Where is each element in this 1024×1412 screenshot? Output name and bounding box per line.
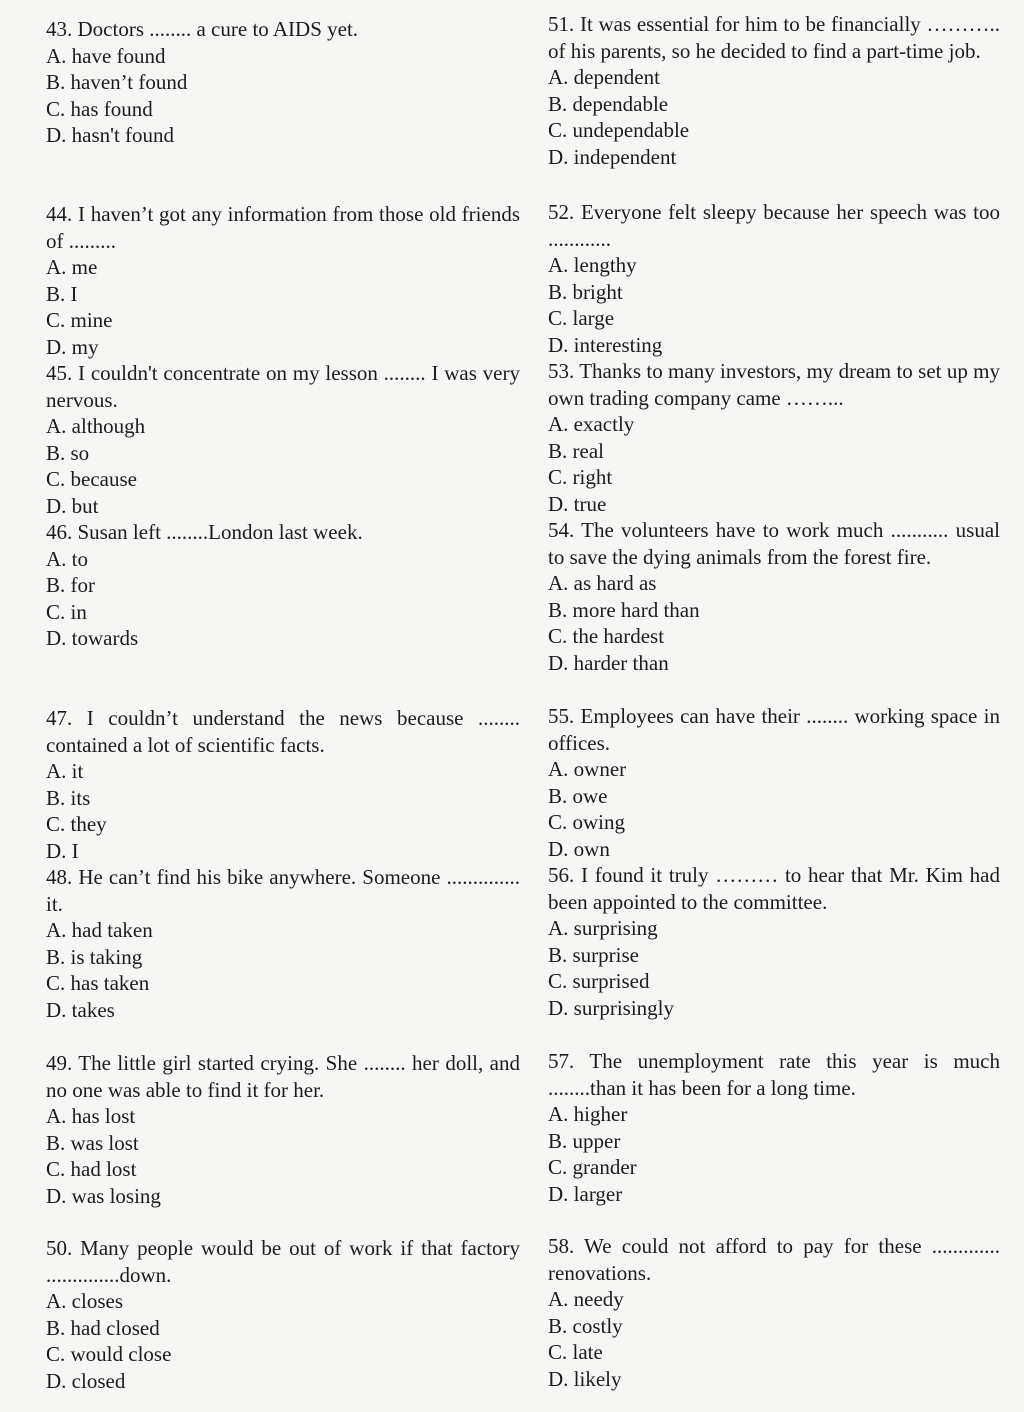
option-d: D. true: [548, 491, 607, 516]
answer-options: [548, 252, 1000, 358]
option-c: C. undependable: [548, 118, 690, 142]
option-a: A. closes: [46, 1289, 123, 1313]
answer-options: [46, 43, 520, 149]
option-b: B. dependable: [548, 91, 669, 116]
option-c: C. had lost: [46, 1157, 137, 1181]
option-c: C. has found: [46, 96, 153, 121]
option-c: C. right: [548, 465, 613, 489]
option-c: C. in: [46, 599, 87, 624]
question-54: [548, 517, 1000, 676]
option-c: C. because: [46, 467, 137, 491]
question-56: [548, 862, 1000, 1021]
question-stem: 51. It was essential for him to be financially ……….. of his parents, so he decided to find a part-time job.: [548, 12, 1000, 63]
question-43: [46, 16, 520, 149]
option-a: A. owner: [548, 757, 627, 781]
option-d: D. harder than: [548, 650, 669, 675]
question-45: [46, 360, 520, 519]
option-d: D. own: [548, 836, 610, 861]
option-c: C. surprised: [548, 969, 650, 993]
question-stem: 58. We could not afford to pay for these ............. renovations.: [548, 1234, 1000, 1285]
option-b: B. for: [46, 573, 95, 597]
option-d: D. larger: [548, 1181, 623, 1206]
answer-options: [548, 1101, 1000, 1207]
question-stem: 48. He can’t find his bike anywhere. Someone .............. it.: [46, 865, 520, 916]
option-b: B. real: [548, 438, 604, 463]
question-57: [548, 1048, 1000, 1207]
question-stem: 43. Doctors ........ a cure to AIDS yet.: [46, 17, 359, 41]
question-stem: 47. I couldn’t understand the news because ........ contained a lot of scientific facts.: [46, 706, 520, 757]
question-46: [46, 519, 520, 652]
option-d: D. interesting: [548, 332, 663, 357]
option-d: D. likely: [548, 1366, 622, 1391]
question-53: [548, 358, 1000, 517]
option-b: B. haven’t found: [46, 70, 188, 94]
option-b: B. surprise: [548, 942, 639, 967]
answer-options: [46, 413, 520, 519]
option-b: B. I: [46, 281, 78, 306]
option-b: B. had closed: [46, 1315, 160, 1340]
answer-options: [46, 546, 520, 652]
option-b: B. was lost: [46, 1130, 139, 1155]
answer-options: [46, 1103, 520, 1209]
question-stem: 56. I found it truly ……… to hear that Mr. Kim had been appointed to the committee.: [548, 863, 1000, 914]
option-d: D. takes: [46, 997, 115, 1022]
option-a: A. it: [46, 759, 84, 783]
question-stem: 53. Thanks to many investors, my dream to set up my own trading company came ……...: [548, 359, 1000, 410]
option-a: A. although: [46, 414, 146, 438]
option-d: D. towards: [46, 626, 139, 650]
option-d: D. but: [46, 493, 99, 518]
answer-options: [548, 411, 1000, 517]
option-d: D. I: [46, 838, 79, 863]
question-58: [548, 1233, 1000, 1392]
answer-options: [548, 570, 1000, 676]
question-52: [548, 199, 1000, 358]
answer-options: [548, 915, 1000, 1021]
question-stem: 54. The volunteers have to work much ........... usual to save the dying animals from the forest fire.: [548, 518, 1000, 569]
option-d: D. my: [46, 334, 99, 359]
option-b: B. costly: [548, 1313, 623, 1338]
option-a: A. as hard as: [548, 571, 657, 595]
option-b: B. its: [46, 785, 91, 810]
answer-options: [46, 917, 520, 1023]
question-stem: 50. Many people would be out of work if that factory ..............down.: [46, 1236, 520, 1287]
option-a: A. needy: [548, 1287, 624, 1311]
option-b: B. owe: [548, 783, 608, 808]
option-a: A. have found: [46, 43, 166, 68]
answer-options: [46, 1288, 520, 1394]
question-stem: 49. The little girl started crying. She ........ her doll, and no one was able to find it for her.: [46, 1051, 520, 1102]
option-d: D. independent: [548, 144, 677, 169]
option-b: B. bright: [548, 279, 623, 304]
question-49: [46, 1050, 520, 1209]
option-d: D. was losing: [46, 1183, 161, 1208]
option-a: A. to: [46, 546, 88, 571]
option-c: C. they: [46, 812, 107, 836]
option-c: C. would close: [46, 1342, 172, 1366]
option-c: C. mine: [46, 308, 113, 332]
question-47: [46, 705, 520, 864]
option-c: C. large: [548, 306, 615, 330]
option-a: A. exactly: [548, 412, 635, 436]
option-b: B. is taking: [46, 944, 143, 969]
option-c: C. the hardest: [548, 624, 665, 648]
question-51: [548, 11, 1000, 170]
option-c: C. has taken: [46, 971, 150, 995]
option-a: A. me: [46, 255, 98, 279]
option-d: D. surprisingly: [548, 995, 674, 1020]
option-a: A. dependent: [548, 65, 660, 89]
question-stem: 45. I couldn't concentrate on my lesson ........ I was very nervous.: [46, 361, 520, 412]
question-48: [46, 864, 520, 1023]
question-55: [548, 703, 1000, 862]
option-d: D. hasn't found: [46, 123, 175, 147]
question-stem: 44. I haven’t got any information from those old friends of .........: [46, 202, 520, 253]
answer-options: [46, 758, 520, 864]
question-stem: 52. Everyone felt sleepy because her speech was too ............: [548, 200, 1000, 251]
question-44: [46, 201, 520, 360]
answer-options: [548, 756, 1000, 862]
option-c: C. late: [548, 1340, 603, 1364]
option-b: B. more hard than: [548, 597, 700, 622]
option-a: A. lengthy: [548, 253, 637, 277]
answer-options: [548, 1286, 1000, 1392]
option-b: B. upper: [548, 1128, 621, 1153]
question-stem: 46. Susan left ........London last week.: [46, 520, 363, 544]
option-a: A. had taken: [46, 918, 153, 942]
option-a: A. surprising: [548, 916, 658, 940]
answer-options: [548, 64, 1000, 170]
answer-options: [46, 254, 520, 360]
question-50: [46, 1235, 520, 1394]
option-c: C. owing: [548, 810, 626, 834]
option-b: B. so: [46, 440, 90, 465]
option-a: A. higher: [548, 1102, 628, 1126]
option-d: D. closed: [46, 1368, 126, 1393]
option-c: C. grander: [548, 1155, 637, 1179]
option-a: A. has lost: [46, 1104, 136, 1128]
question-stem: 57. The unemployment rate this year is much ........than it has been for a long time.: [548, 1049, 1000, 1100]
question-stem: 55. Employees can have their ........ working space in offices.: [548, 704, 1000, 755]
